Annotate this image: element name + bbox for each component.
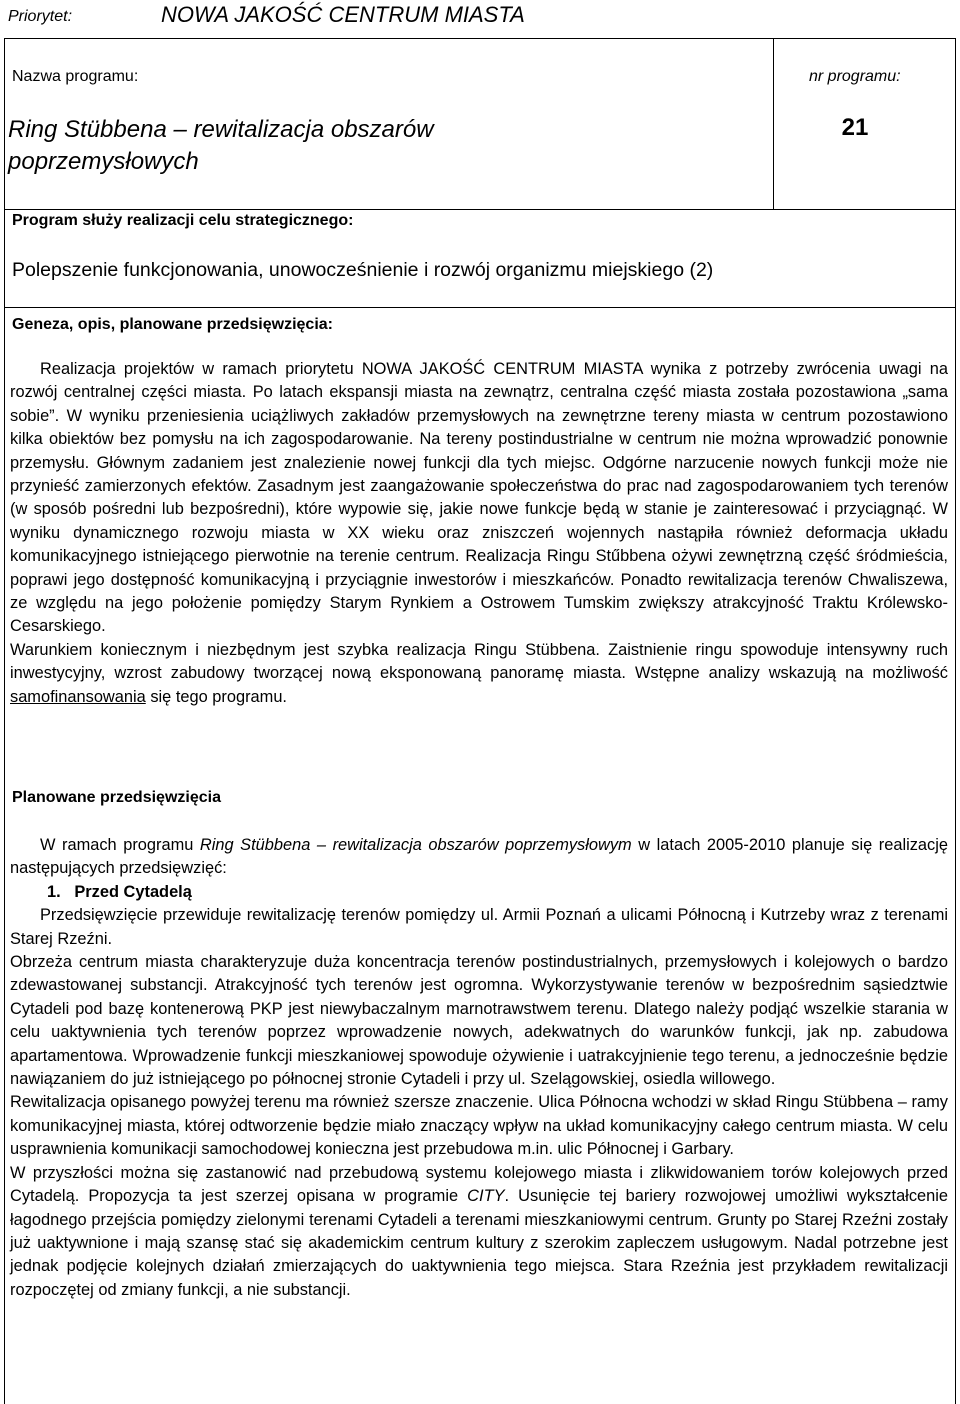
planned-paragraph-4: W przyszłości można się zastanowić nad przebudową systemu kolejowego miasta i zlikwidowaniem torów kolejowych przed Cytadelą. Propozycja ta jest szerzej opisana w programie CITY. Usunięcie tej bariery rozwojowej umożliwi wykształcenie łagodnego przejścia pomiędzy zielonymi terenami Cytadeli a terenami mieszkaniowymi centrum. Grunty po Starej Rzeźni zostały już uaktywnione i mają szansę stać się akademickim centrum kultury z szerokim zapleczem usługowym. Nadal potrzebne jest jednak podjęcie kolejnych działań zmierzających do uaktywnienia tego miejsca. Stara Rzeźnia jest przykładem rewitalizacji rozpoczętej od zmiany funkcji, a nie substancji.: [10, 1163, 949, 1299]
planned-paragraph-2: Obrzeża centrum miasta charakteryzuje duża koncentracja terenów postindustrialnych, przemysłowych i kolejowych o bardzo zdewastowanej substancji. Atrakcyjność tych terenów jest ogromna. Wykorzystywanie terenów w bezpośrednim sąsiedztwie Cytadeli pod bazę kontenerową PKP jest niewybaczalnym marnotrawstwem terenu. Dlatego należy podjąć wszelkie starania w celu uaktywnienia tych terenów poprzez wprowadzenie nowych, adekwatnych do warunków funkcji, jak np. zabudowa apartamentowa. Wprowadzenie funkcji mieszkaniowej spowoduje ożywienie i uatrakcyjnienie tego terenu, a jednocześnie będzie nawiązaniem do już istniejącego po północnej stronie Cytadeli i przy ul. Szelągowskiej, osiedla willowego.: [10, 953, 948, 1089]
planned-heading: Planowane przedsięwzięcia: [12, 789, 221, 806]
genesis-label: Geneza, opis, planowane przedsięwzięcia:: [12, 316, 333, 333]
planned-intro: W ramach programu Ring Stübbena – rewitalizacja obszarów poprzemysłowym w latach 2005-2010 planuje się realizację następujących przedsięwzięć:: [10, 836, 949, 878]
program-number: 21: [841, 114, 869, 141]
genesis-paragraph-2: Warunkiem koniecznym i niezbędnym jest szybka realizacja Ringu Stübbena. Zaistnienie ringu spowoduje intensywny ruch inwestycyjny, wzrost zabudowy tworzącej nową eksponowaną panoramę miasta. Wstępne analizy wskazują na możliwość samofinansowania się tego programu.: [10, 640, 948, 706]
priority-value: NOWA JAKOŚĆ CENTRUM MIASTA: [161, 2, 525, 27]
priority-row: [8, 2, 952, 32]
program-name-reference: Ring Stübbena – rewitalizacja obszarów poprzemysłowym: [199, 836, 632, 854]
priority-label: Priorytet:: [8, 8, 73, 25]
self-financing-term: samofinansowania: [10, 687, 146, 706]
genesis-paragraph-1: Realizacja projektów w ramach priorytetu NOWA JAKOŚĆ CENTRUM MIASTA wynika z potrzeby zwrócenia uwagi na rozwój centralnej części miasta. Po latach ekspansji miasta na zewnątrz, centralna część miasta została pozostawiona „sama sobie”. W wyniku przeniesienia uciążliwych zakładów przemysłowych na zewnętrzne tereny miasta w centrum pozostawiono kilka obiektów bez pomysłu na ich zagospodarowanie. Na tereny postindustrialne w centrum nie można wprowadzić ponownie przemysłu. Głównym zadaniem jest znalezienie nowej funkcji dla tych miejsc. Odgórne narzucenie nowych funkcji może nie przynieść zamierzonych efektów. Zasadnym jest zaangażowanie społeczeństwa do prac nad zagospodarowaniem tych terenów (w sposób pośredni lub bezpośredni), które wypowie się, jakie nowe funkcje będą w stanie je zainteresować i przyciągnąć. W wyniku dynamicznego rozwoju miasta w XX wieku oraz zniszczeń wojennych nastąpiła również deformacja układu komunikacyjnego istniejącego pierwotnie na terenie centrum. Realizacja Ringu Stűbbena ożywi zewnętrzną część śródmieścia, poprawi jego dostępność komunikacyjną i przyciągnie inwestorów i mieszkańców. Ponadto rewitalizacja terenów Chwaliszewa, ze względu na jego położenie pomiędzy Starym Rynkiem a Ostrowem Tumskim zwiększy atrakcyjność Traktu Królewsko-Cesarskiego.: [10, 360, 948, 636]
goal-label: Program służy realizacji celu strategicznego:: [12, 212, 354, 229]
planned-paragraph-3: Rewitalizacja opisanego powyżej terenu ma również szersze znaczenie. Ulica Północna wchodzi w skład Ringu Stübbena – ramy komunikacyjnej miasta, której odtworzenie będzie miało znaczący wpływ na układ komunikacyjny całego centrum miasta. W celu usprawnienia komunikacji samochodowej konieczna jest przebudowa m.in. ulic Północnej i Garbary.: [10, 1093, 948, 1159]
planned-paragraph-1: Przedsięwzięcie przewiduje rewitalizację terenów pomiędzy ul. Armii Poznań a ulicami Północną i Kutrzeby wraz z terenami Starej Rzeźni.: [10, 906, 948, 948]
list-item: 1. Przed Cytadelą: [47, 882, 192, 901]
city-program-reference: CITY: [467, 1187, 505, 1206]
header-separator: [5, 209, 955, 210]
goal-separator: [5, 307, 955, 308]
planned-body: [10, 834, 948, 1302]
program-name-label: Nazwa programu:: [12, 68, 139, 85]
goal-text: Polepszenie funkcjonowania, unowocześnienie i rozwój organizmu miejskiego (2): [12, 259, 714, 281]
program-name: Ring Stübbena – rewitalizacja obszarów poprzemysłowych: [8, 116, 434, 175]
genesis-body: [10, 358, 948, 709]
program-number-label: nr programu:: [809, 68, 901, 85]
